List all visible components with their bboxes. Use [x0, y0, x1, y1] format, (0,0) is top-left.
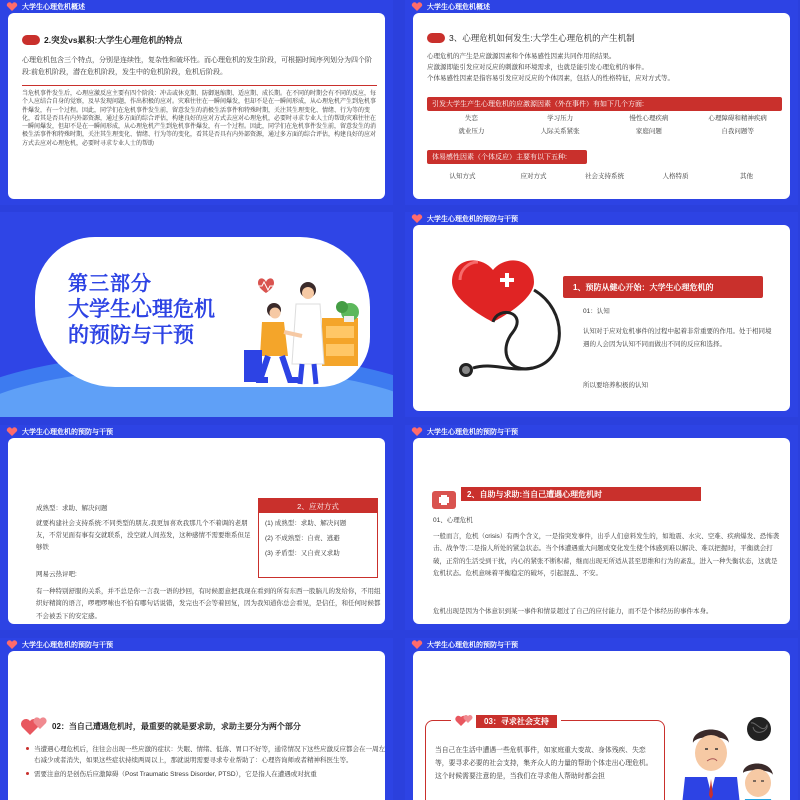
slide-card [8, 651, 385, 800]
support-heading [451, 713, 561, 729]
mature-line: 成熟型：求助、解决问题 [36, 505, 108, 512]
slide-header [411, 425, 518, 439]
coping-item: (2) 不成熟型：自责、逃避 [265, 534, 340, 542]
heart-icon [6, 2, 18, 12]
slide-card [8, 13, 385, 199]
slide-header [6, 638, 113, 652]
stressor-bar: 引发大学生产生心理危机的应激源因素（外在事件）有如下几个方面: [427, 97, 782, 111]
cognition-conclusion: 所以要培养积极的认知 [583, 382, 648, 389]
slide-social-support[interactable] [405, 638, 798, 800]
heart-icon [411, 427, 423, 437]
intro-line-2: 应激源即能引发应对反应的刺激和环境需求，也就是能引发心理危机的事件。 [427, 64, 648, 72]
support-title: 03：寻求社会支持 [476, 715, 557, 728]
crisis-cause: 危机出现是因为个体意识到某一事件和情景超过了自己的应付能力，而不是个体经历的事件本身。 [433, 608, 713, 615]
coping-box [258, 498, 378, 578]
header-text: 大学生心理危机概述 [22, 4, 85, 11]
bullet-dot [26, 772, 29, 775]
intro-paragraph: 心理危机包含三个特点，分别是连续性，复杂性和破坏性。而心理危机的发生阶段，可根据时间序列划分为四个阶段:前危机阶段，潜在危机阶段，发生中的危机阶段，危机后阶段。 [22, 57, 372, 76]
coping-item: (3) 矛盾型：又自责又求助 [265, 549, 340, 557]
bullet-list [26, 744, 385, 780]
part-title [68, 297, 215, 350]
traits-bar: 体易感性因素（个体反应）主要有以下五种: [427, 150, 587, 164]
slide-card [413, 225, 790, 411]
slide-part-cover[interactable] [0, 212, 393, 417]
slide-crisis-mechanism[interactable] [405, 0, 798, 205]
title-text: 3、心理危机如何发生:大学生心理危机的产生机制 [449, 33, 635, 43]
bullet-item [26, 769, 385, 780]
heart-icon [411, 214, 423, 224]
intro-line-1: 心理危机的产生是应激源因素和个体易感性因素共同作用的结果。 [427, 53, 616, 60]
medical-kit-icon [430, 485, 458, 513]
trait-item: 社会支持系统 [585, 173, 624, 180]
slide-header [6, 0, 85, 14]
section-title [22, 34, 182, 46]
slide-header [411, 212, 518, 226]
coping-box-title: 2、应对方式 [259, 499, 377, 513]
support-paragraph: 就要构建社会支持系统:不同类型的朋友,我更加喜欢我那几个不着调的老朋友，不常见面有事有交就联系，没空就人间蒸发，这种感情不需要维系但足够铁 [36, 520, 251, 552]
subheading: 01、心理危机 [433, 517, 473, 524]
slide-card [413, 13, 790, 199]
heart-icon [411, 640, 423, 650]
slide-crisis-features[interactable] [0, 0, 393, 205]
slide-header [411, 638, 518, 652]
stressor-item: 就业压力 [458, 128, 485, 135]
slide-prevention-cognition[interactable] [405, 212, 798, 417]
divider [22, 85, 377, 86]
intro-block [427, 51, 782, 84]
trait-item: 人格特质 [662, 173, 689, 180]
comment-paragraph: 有一种特别舒服的关系，并不总是你一言我一语的抄回，有时候愿意把我现在看到的所有东西一股脑儿的发给你，不用组织好精简的语言，啰哩啰嗦也不怕有哪句话说错，发完也不会等着回复，因为我知道你总会看见，是信任，和任何时候都不会被丢下的安定感。 [36, 588, 381, 620]
stressor-item: 失恋 [464, 115, 478, 122]
stressor-item: 心理障碍和精神疾病 [708, 115, 767, 122]
bullet-text: 需要注意的是创伤后应激障碍（Post Traumatic Stress Disorder, PTSD），它是指人在遭遇或对抗重 [34, 770, 317, 778]
stressor-item: 慢性心理疾病 [629, 115, 669, 122]
slide-header [6, 425, 113, 439]
header-text: 大学生心理危机的预防与干预 [22, 429, 113, 436]
bullet-text: 当遭遇心理危机后，往往会出现一些应激的症状：失眠、情绪、低落、胃口不好等，通常情况下这些应激反应都会在一周左右减少或者消失，如果这些症状持续两周以上，那就说明需要寻求专业帮助了：心理咨询师或者精神科医生等。 [34, 746, 385, 765]
title-text: 2.突发vs累积:大学生心理危机的特点 [44, 35, 183, 45]
stressor-item: 人际关系紧张 [540, 128, 580, 135]
slide-card [413, 438, 790, 624]
trait-item: 其他 [740, 173, 753, 180]
bullet-item [26, 744, 385, 767]
cognition-paragraph: 认知对于应对危机事件的过程中起着非常重要的作用。处于相同境遇的人会因为认知不同而做出不同的反应和选择。 [583, 328, 772, 348]
red-pill-marker [22, 35, 40, 45]
part-title-line-2: 的预防与干预 [68, 324, 194, 348]
stressor-grid [427, 113, 782, 135]
section-title: 02：当自己遭遇危机时，最重要的就是要求助，求助主要分为两个部分 [52, 722, 301, 731]
stressor-item: 学习压力 [547, 115, 574, 122]
coping-list [259, 513, 377, 566]
stethoscope-heart-icon [438, 250, 578, 390]
heart-icon [6, 427, 18, 437]
traits-row [427, 171, 782, 180]
part-label: 第三部分 [68, 273, 152, 295]
header-text: 大学生心理危机的预防与干预 [427, 429, 518, 436]
header-text: 大学生心理危机的预防与干预 [427, 642, 518, 649]
slide-card [8, 438, 385, 624]
trait-item: 认知方式 [449, 173, 476, 180]
worried-people-illustration [671, 713, 790, 800]
header-text: 大学生心理危机的预防与干预 [22, 642, 113, 649]
slide-header [411, 0, 490, 14]
hearts-icon [455, 714, 473, 728]
heart-icon [411, 2, 423, 12]
part-title-line-1: 大学生心理危机 [68, 298, 215, 321]
slide-coping-styles[interactable] [0, 425, 393, 630]
hearts-icon [20, 715, 48, 739]
trait-item: 应对方式 [520, 173, 547, 180]
stressor-item: 自我问题等 [721, 128, 754, 135]
header-text: 大学生心理危机的预防与干预 [427, 216, 518, 223]
red-pill-marker [427, 33, 445, 43]
slide-seek-help[interactable] [0, 638, 393, 800]
subheading: 01：认知 [583, 308, 610, 315]
heart-icon [6, 640, 18, 650]
coping-item: (1) 成熟型：求助、解决问题 [265, 520, 347, 527]
header-text: 大学生心理危机概述 [427, 4, 490, 11]
doctor-patient-illustration [238, 260, 378, 390]
slide-self-help[interactable] [405, 425, 798, 630]
section-title [427, 32, 635, 44]
intro-line-3: 个体易感性因素是指容易引发应对反应的个体因素，包括人的性格特征，应对方式等。 [427, 75, 674, 83]
section-heading: 1、预防从健心开始：大学生心理危机的 [563, 276, 763, 298]
slide-card [413, 651, 790, 800]
crisis-definition: 一般而言，危机（crisis）有两个含义，一是指突发事件，出乎人们意料发生的，如地震、水灾、空难、疾病爆发、恐怖袭击、战争等;二是指人所处的紧急状态。当个体遭遇重大问题或变化发生使个体感到难以解决、难以把握时，平衡就会打破，正常的生活受到干扰，内心的紧张不断积蓄，继而出现无所适从甚至思维和行为的紊乱，进入一种失衡状态，这就是危机状态。危机意味着平衡稳定的破坏，引起混乱、不安。 [433, 533, 780, 578]
section-heading: 2、自助与求助:当自己遭遇心理危机时 [461, 487, 701, 501]
body-paragraph: 当危机事件发生后，心理应激反应主要有四个阶段：冲击或休克期、防御退缩期、适应期、成长期。在不同的时期会有不同的反应，每个人应结合自身的觉察，及早发现问题，作出积极的应对。灾难往往在一瞬间爆发，但却不是在一瞬间形成，从心理危机产生到危机事件爆发，有一个过程。因此，同学们在危机事件发生前，留意发生的消极生活事件和特殊时期，关注其生理变化、情绪、行为等的变化，看其是否具有内外部资源，通过多方面的综合评估，构建良好的应对方式去应对心理危机，必要时寻求专业人士的帮助灾难往往在一瞬间爆发，但却不是在一瞬间形成，从心理危机产生到危机事件爆发，有一个过程。因此，同学们在危机事件发生前，留意发生的消极生活事件和特殊时期，关注其生理变化、情绪、行为等的变化，看其是否具有内外部资源，通过多方面的综合评估，构建良好的应对方式去应对心理危机，必要时寻求专业人士的帮助 [22, 91, 377, 147]
comment-label: 网易云热评吧: [36, 571, 77, 578]
bullet-dot [26, 747, 29, 750]
support-paragraph: 当自己在生活中遭遇一些危机事件，如家庭重大变故、身体残疾、失恋等，要寻求必要的社会支持，集齐众人的力量的帮助个体走出心理危机。这个时候需要注意的是，当我们在寻求他人帮助时都会担 [435, 747, 653, 780]
stressor-item: 家庭问题 [635, 128, 662, 135]
